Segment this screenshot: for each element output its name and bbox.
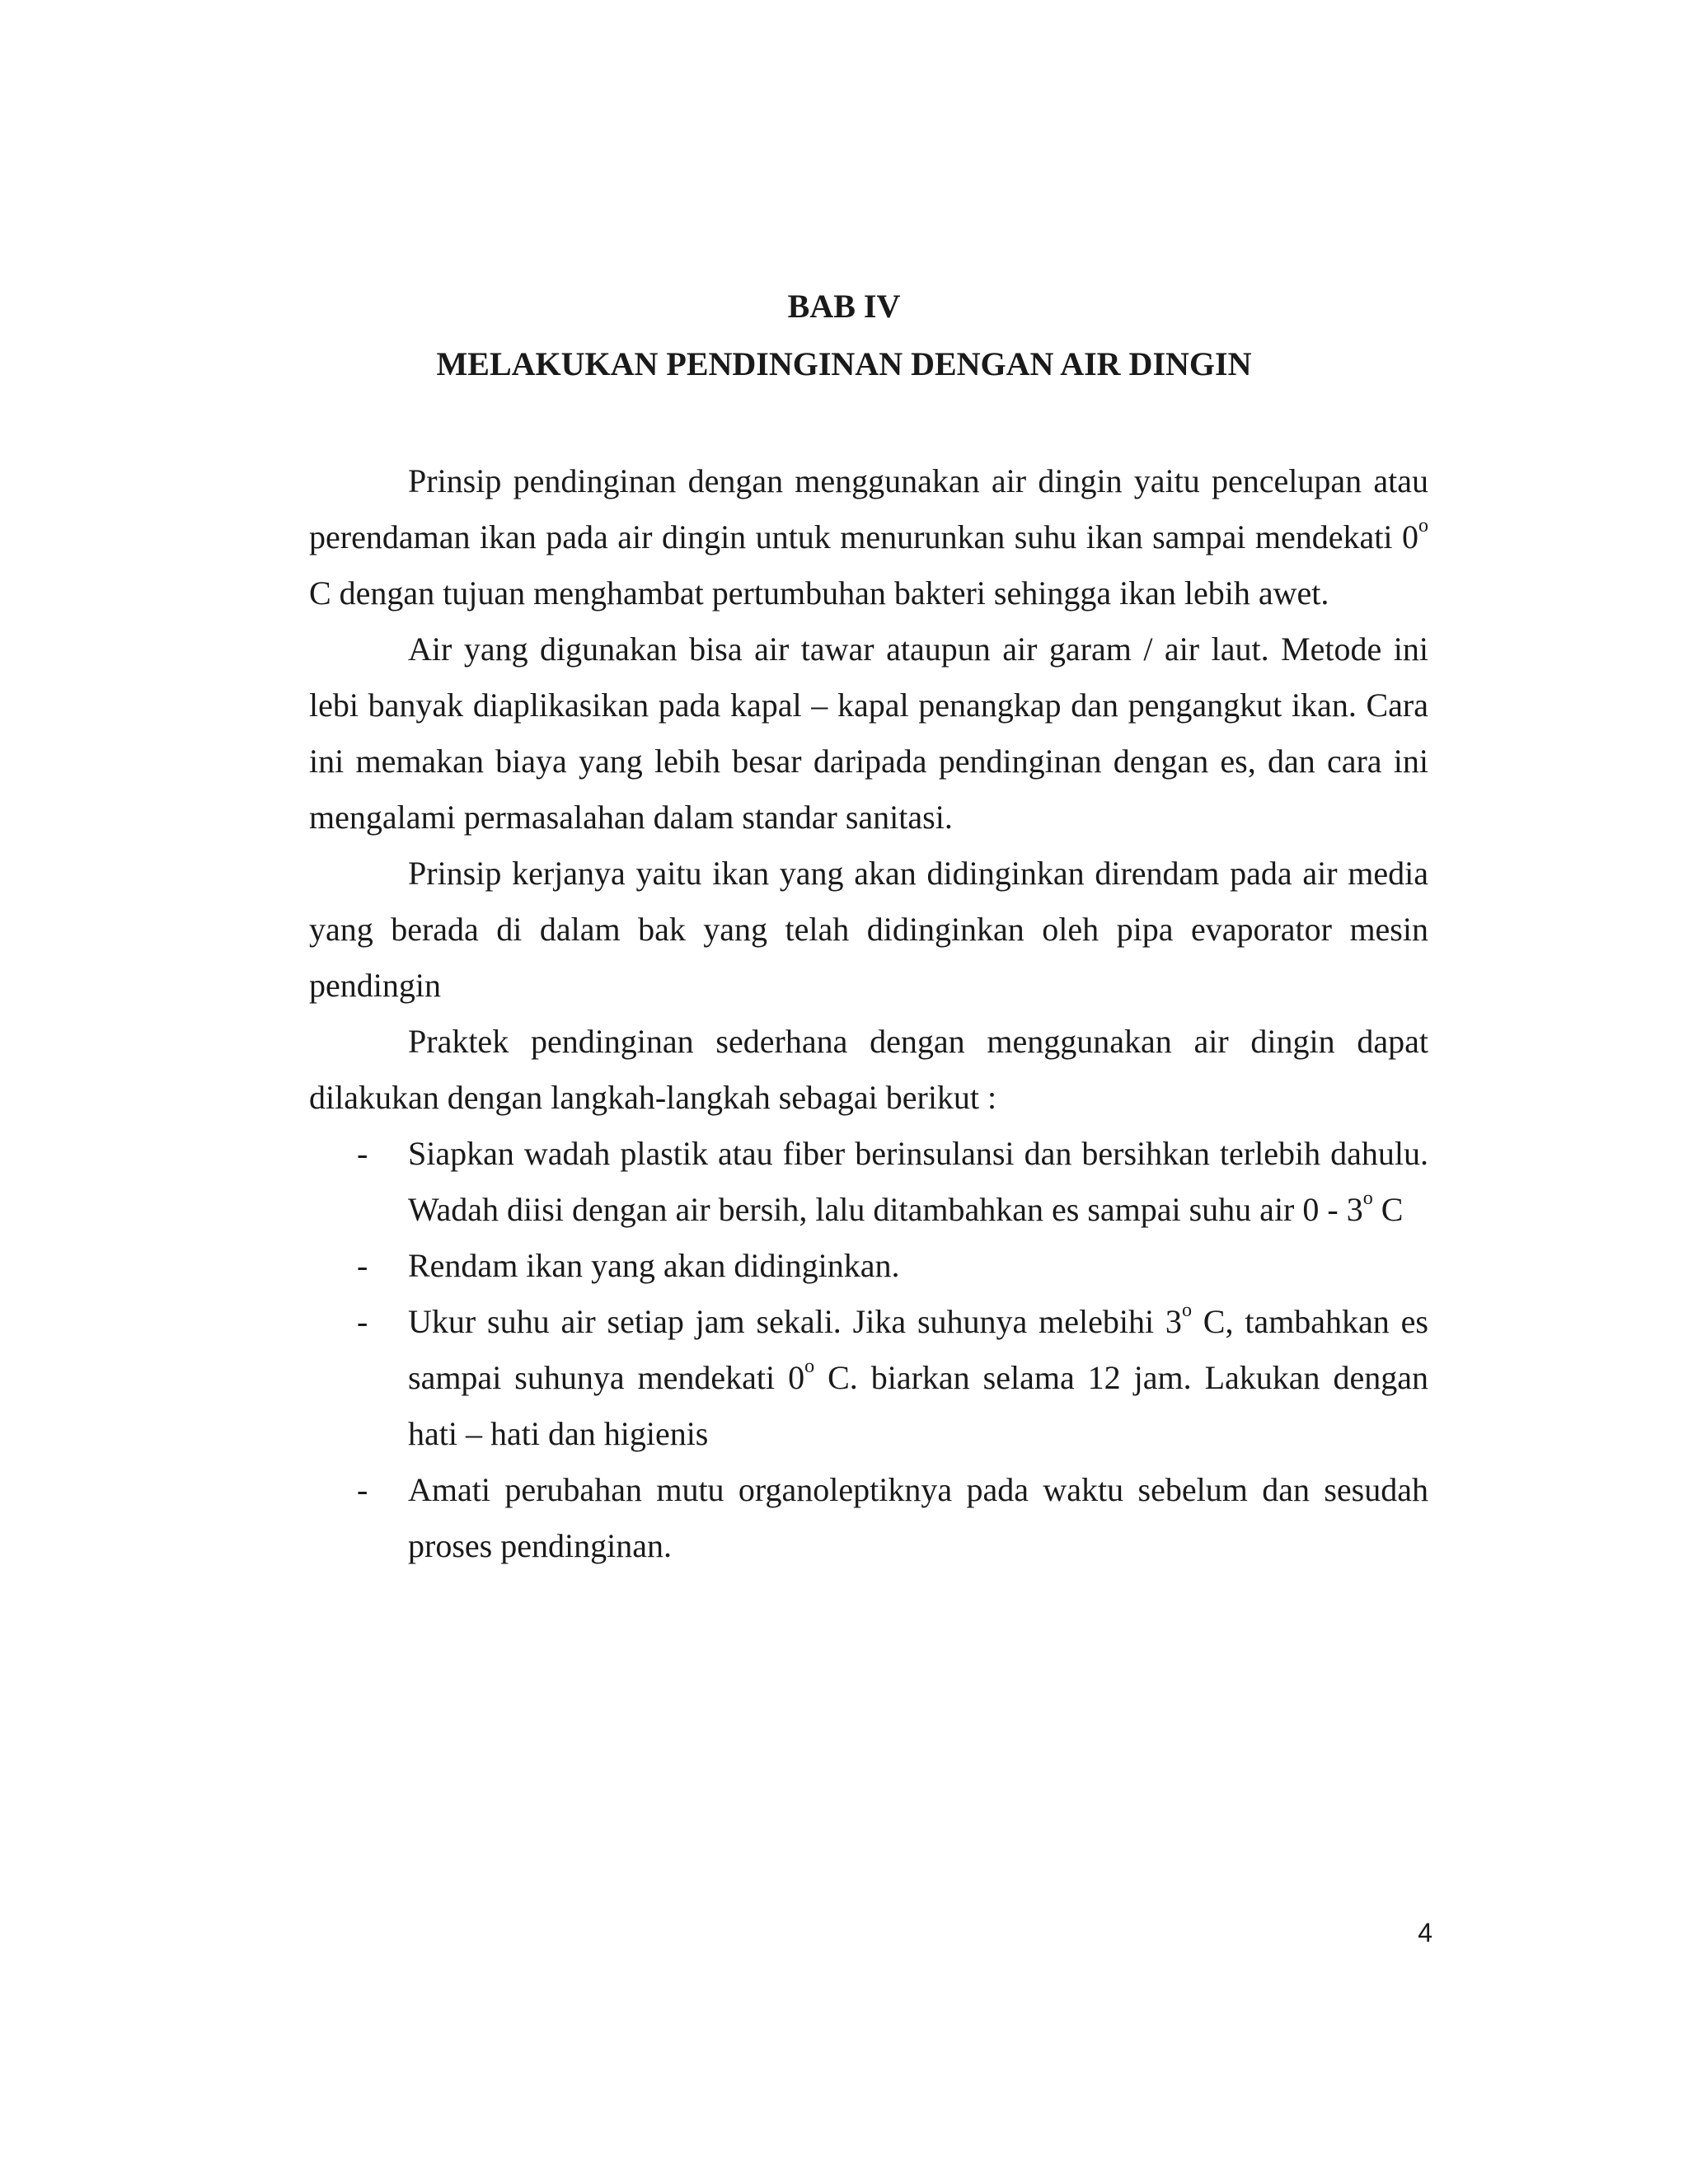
steps-list (309, 1126, 1428, 1574)
chapter-title: MELAKUKAN PENDINGINAN DENGAN AIR DINGIN (436, 345, 1252, 382)
paragraph-principle-text-end: C dengan tujuan menghambat pertumbuhan bakteri sehingga ikan lebih awet. (309, 574, 1329, 612)
paragraph-principle (309, 453, 1428, 621)
list-item-text-end: C (1372, 1191, 1404, 1228)
paragraph-water-type: Air yang digunakan bisa air tawar ataupun air garam / air laut. Metode ini lebi banyak diaplikasikan pada kapal – kapal penangkap dan pengangkut ikan. Cara ini memakan biaya yang lebih besar daripada pendinginan dengan es, dan cara ini mengalami permasalahan dalam standar sanitasi. (309, 630, 1428, 836)
list-item (309, 1126, 1428, 1238)
list-bullet: - (357, 1135, 368, 1172)
paragraph-practice-intro: Praktek pendinginan sederhana dengan menggunakan air dingin dapat dilakukan dengan langkah-langkah sebagai berikut : (309, 1023, 1428, 1116)
body-text (309, 453, 1428, 1574)
paragraph-working-principle: Prinsip kerjanya yaitu ikan yang akan didinginkan direndam pada air media yang berada di dalam bak yang telah didinginkan oleh pipa evaporator mesin pendingin (309, 855, 1428, 1004)
degree-superscript: o (1181, 1299, 1192, 1321)
list-item-text: Rendam ikan yang akan didinginkan. (408, 1247, 900, 1284)
list-item-text: Ukur suhu air setiap jam sekali. Jika suhunya melebihi 3 (408, 1303, 1182, 1340)
list-item-text-end: C. biarkan selama 12 jam. Lakukan dengan hati – hati dan higienis (408, 1359, 1428, 1452)
page-number: 4 (1418, 1918, 1432, 1947)
list-item-text-mid: C, tambahkan es sampai suhunya mendekati 0 (408, 1303, 1428, 1396)
degree-superscript: o (804, 1355, 815, 1377)
list-item-text: Amati perubahan mutu organoleptiknya pada waktu sebelum dan sesudah proses pendinginan. (408, 1471, 1428, 1564)
list-bullet: - (357, 1247, 368, 1284)
list-item (309, 1238, 1428, 1294)
list-item-text: Siapkan wadah plastik atau fiber berinsulansi dan bersihkan terlebih dahulu. Wadah diisi dengan air bersih, lalu ditambahkan es sampai suhu air 0 - 3 (408, 1135, 1428, 1228)
degree-superscript: o (1362, 1187, 1373, 1209)
list-bullet: - (357, 1471, 368, 1508)
list-item (309, 1462, 1428, 1574)
list-bullet: - (357, 1303, 368, 1340)
paragraph-principle-text: Prinsip pendinginan dengan menggunakan air dingin yaitu pencelupan atau perendaman ikan pada air dingin untuk menurunkan suhu ikan sampai mendekati 0 (309, 462, 1428, 555)
degree-superscript: o (1418, 514, 1428, 537)
chapter-heading: BAB IV (787, 288, 901, 325)
list-item (309, 1294, 1428, 1462)
